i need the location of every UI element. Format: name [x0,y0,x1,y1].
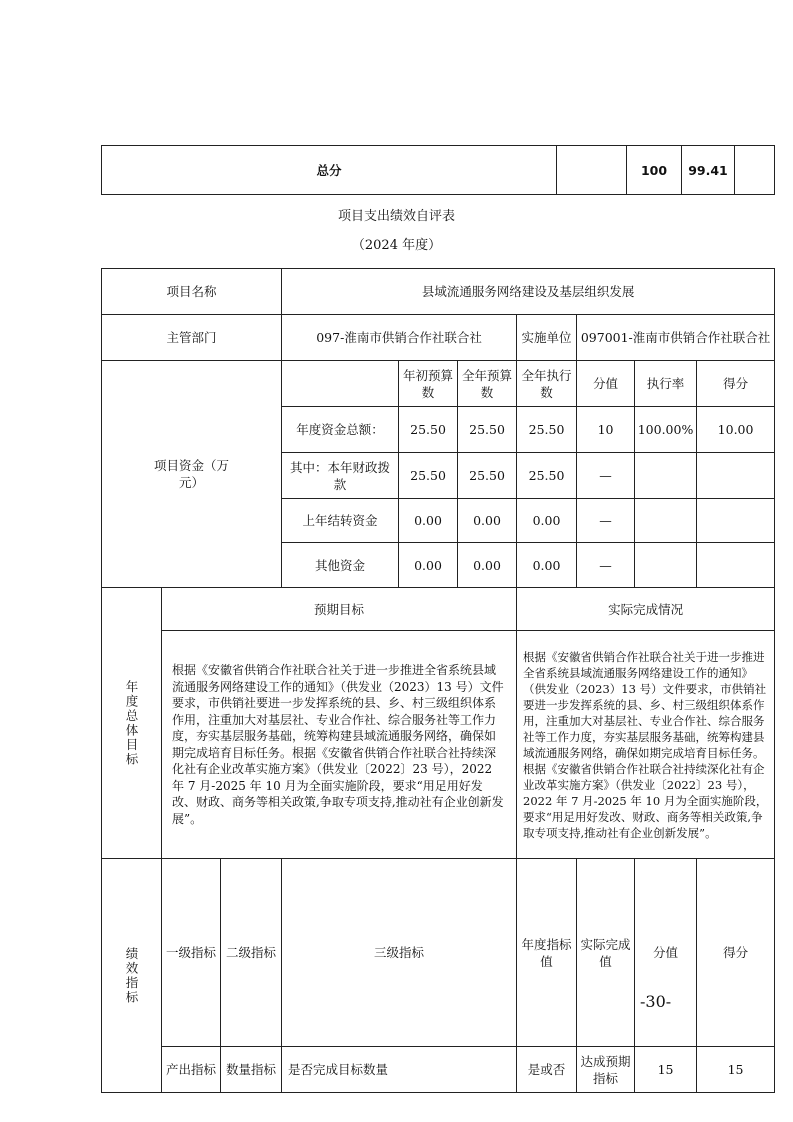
indicator-cell: 是或否 [517,1047,577,1093]
funds-cell: 25.50 [458,407,517,453]
expected-goal-label: 预期目标 [162,588,517,631]
total-label: 总分 [102,146,557,195]
funds-cell: 0.00 [517,499,577,543]
implementer-value: 097001-淮南市供销合作社联合社 [577,315,775,361]
self-evaluation-table [101,268,775,1093]
funds-cell [635,543,697,588]
funds-cell [697,453,775,499]
indicator-header-cell: 年度指标值 [517,859,577,1047]
funds-cell [635,499,697,543]
funds-cell: 0.00 [517,543,577,588]
funds-label: 项目资金（万元） [102,361,282,588]
funds-cell: — [577,499,635,543]
funds-header-cell: 全年执行数 [517,361,577,407]
indicator-header-cell: 三级指标 [282,859,517,1047]
funds-row-name: 年度资金总额： [282,407,399,453]
project-name-row [102,269,775,315]
funds-header-cell: 得分 [697,361,775,407]
funds-header-row [102,361,775,407]
total-score: 99.41 [682,146,735,195]
funds-cell [635,453,697,499]
indicator-cell: 数量指标 [221,1047,282,1093]
expected-goal-text: 根据《安徽省供销合作社联合社关于进一步推进全省系统县域流通服务网络建设工作的通知》（供发业（2023）13 号）文件要求，市供销社要进一步发挥系统的县、乡、村三级组织体系作用，注重加大对基层社、专业合作社、综合服务社等工作力度，夯实基层服务基础，统筹构建县域流通服务网络，确保如期完成培育目标任务。根据《安徽省供销合作社联合社持续深化社有企业改革实施方案》（供发业〔2022〕23 号），2022 年 7 月-2025 年 10 月为全面实施阶段，要求“用足用好发改、财政、商务等相关政策,争取专项支持,推动社有企业创新发展”。 [162,631,517,859]
total-full-score: 100 [627,146,682,195]
goals-content-row [102,631,775,859]
total-empty-cell [557,146,627,195]
annual-goal-label: 年度总体目标 [102,588,162,859]
funds-header-blank [282,361,399,407]
project-name-label: 项目名称 [102,269,282,315]
indicator-header-row [102,859,775,1047]
funds-cell: 25.50 [517,453,577,499]
funds-cell: 100.00% [635,407,697,453]
funds-cell: 25.50 [399,453,458,499]
funds-cell: 0.00 [399,543,458,588]
funds-cell: 0.00 [399,499,458,543]
indicator-cell: 产出指标 [162,1047,221,1093]
indicator-cell: 15 [635,1047,697,1093]
funds-header-cell: 执行率 [635,361,697,407]
department-value: 097-淮南市供销合作社联合社 [282,315,517,361]
funds-cell: 25.50 [517,407,577,453]
indicator-cell: 是否完成目标数量 [282,1047,517,1093]
funds-cell [697,499,775,543]
funds-header-cell: 全年预算数 [458,361,517,407]
total-score-table [101,145,775,195]
table-year: （2024 年度） [351,238,442,253]
indicator-cell: 15 [697,1047,775,1093]
indicator-header-cell: 分值 [635,859,697,1047]
funds-cell [697,543,775,588]
project-name-value: 县域流通服务网络建设及基层组织发展 [282,269,775,315]
funds-row-name: 其中：本年财政拨款 [282,453,399,499]
funds-cell: 25.50 [399,407,458,453]
page-number: -30- [640,992,672,1011]
funds-header-cell: 分值 [577,361,635,407]
actual-completion-label: 实际完成情况 [517,588,775,631]
funds-header-cell: 年初预算数 [399,361,458,407]
funds-cell: — [577,543,635,588]
goals-header-row [102,588,775,631]
indicator-header-cell: 得分 [697,859,775,1047]
indicator-row [102,1047,775,1093]
implementer-label: 实施单位 [517,315,577,361]
indicator-header-cell: 二级指标 [221,859,282,1047]
funds-cell: 0.00 [458,499,517,543]
indicator-header-cell: 一级指标 [162,859,221,1047]
funds-cell: 25.50 [458,453,517,499]
indicator-cell: 达成预期指标 [577,1047,635,1093]
funds-cell: — [577,453,635,499]
department-label: 主管部门 [102,315,282,361]
funds-cell: 10 [577,407,635,453]
funds-cell: 10.00 [697,407,775,453]
indicator-header-cell: 实际完成值 [577,859,635,1047]
performance-indicator-label: 绩效指标 [102,859,162,1093]
funds-row-name: 上年结转资金 [282,499,399,543]
department-row [102,315,775,361]
table-title: 项目支出绩效自评表 [337,209,455,224]
funds-row-name: 其他资金 [282,543,399,588]
funds-cell: 0.00 [458,543,517,588]
total-trailing-cell [735,146,775,195]
actual-completion-text: 根据《安徽省供销合作社联合社关于进一步推进全省系统县域流通服务网络建设工作的通知》（供发业（2023）13 号）文件要求，市供销社要进一步发挥系统的县、乡、村三级组织体系作用，注重加大对基层社、专业合作社、综合服务社等工作力度，夯实基层服务基础，统筹构建县域流通服务网络，确保如期完成培育目标任务。根据《安徽省供销合作社联合社持续深化社有企业改革实施方案》（供发业〔2022〕23 号），2022 年 7 月-2025 年 10 月为全面实施阶段，要求“用足用好发改、财政、商务等相关政策,争取专项支持,推动社有企业创新发展”。 [517,631,775,859]
